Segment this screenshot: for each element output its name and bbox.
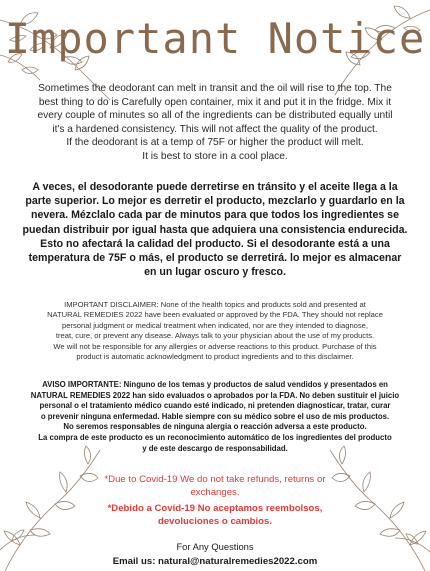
text-line: personal judgment or medical treatment when indicated, nor are they intended to diagnose, [61, 320, 369, 330]
refund-policy-spanish [85, 502, 345, 528]
text-line: personal o el tratamiento médico cuando esté indicado, ni pretenden diagnosticar, tratar, curar [39, 401, 391, 411]
text-line: exchanges. [190, 487, 240, 498]
text-line: NATURAL REMEDIES 2022 han sido evaluados o aprobados por la FDA. No deben sustituir el juicio [30, 390, 400, 400]
text-line: puedan distribuir por igual hasta que adquiera una consistencia endurecida. [22, 223, 408, 236]
questions-label: For Any Questions [176, 541, 254, 552]
page-title: Important Notice [4, 14, 426, 63]
text-line: en un lugar oscuro y fresco. [144, 266, 286, 279]
text-line: product is automatic acknowledgment to product ingredients and to this disclaimer. [76, 352, 354, 362]
text-line: *Due to Covid-19 We do not take refunds, returns or [104, 474, 326, 485]
text-line: treat, cure, or prevent any disease. Always talk to your physician about the use of my products. [55, 331, 375, 341]
text-line: nevera. Mézclalo cada par de minutos para que todos los ingredientes se [31, 209, 399, 222]
text-line: every couple of minutes so all of the ingredients can be distributed equally until [37, 110, 393, 122]
text-line: devoluciones o cambios. [157, 516, 273, 527]
text-line: We will not be responsible for any allergies or adverse reactions to this product. Purchase of this [53, 341, 377, 351]
text-line: It is best to store in a cool place. [142, 150, 288, 162]
text-line: temperatura de 75F o más, el producto se derretirá. lo mejor es almacenar [28, 252, 402, 265]
text-line: Sometimes the deodorant can melt in transit and the oil will rise to the top. The [38, 83, 392, 94]
text-line: it's a hardened consistency. This will not affect the quality of the product. [52, 123, 378, 135]
text-line: o prevenir ninguna enfermedad. Hable siempre con su médico sobre el uso de mis productos. [40, 411, 390, 421]
text-line: best thing to do is Carefully open container, mix it and put it in the fridge. Mix it [38, 96, 392, 108]
english-intro [8, 82, 422, 164]
spanish-intro [8, 180, 422, 279]
disclaimer-english [8, 300, 422, 362]
contact-email[interactable]: Email us: natural@naturalremedies2022.com [112, 556, 318, 567]
disclaimer-spanish [8, 380, 422, 454]
refund-policy-english [85, 473, 345, 499]
text-line: NATURAL REMEDIES 2022 have been evaluated or approved by the FDA. They should not replace [47, 310, 383, 320]
text-line: parte superior. Lo mejor es derretir el producto, mezclarlo y guardarlo en la [25, 195, 405, 208]
text-line: y de este descargo de responsabilidad. [142, 443, 288, 453]
text-line: IMPORTANT DISCLAIMER: None of the health topics and products sold and presented at [64, 300, 366, 309]
text-line: A veces, el desodorante puede derretirse en tránsito y el aceite llega a la [32, 181, 398, 193]
text-line: La compra de este producto es un reconocimiento automático de los ingredientes del producto [38, 432, 392, 442]
text-line: *Debido a Covid-19 No aceptamos reembolsos, [107, 503, 323, 514]
text-line: No seremos responsables de ninguna alergia o reacción adversa a este producto. [63, 422, 367, 432]
text-line: Esto no afectará la calidad del producto. Si el desodorante está a una [40, 237, 390, 250]
text-line: AVISO IMPORTANTE: Ninguno de los temas y productos de salud vendidos y presentados en [42, 380, 388, 389]
text-line: If the deodorant is at a temp of 75F or higher the product will melt. [66, 137, 364, 149]
